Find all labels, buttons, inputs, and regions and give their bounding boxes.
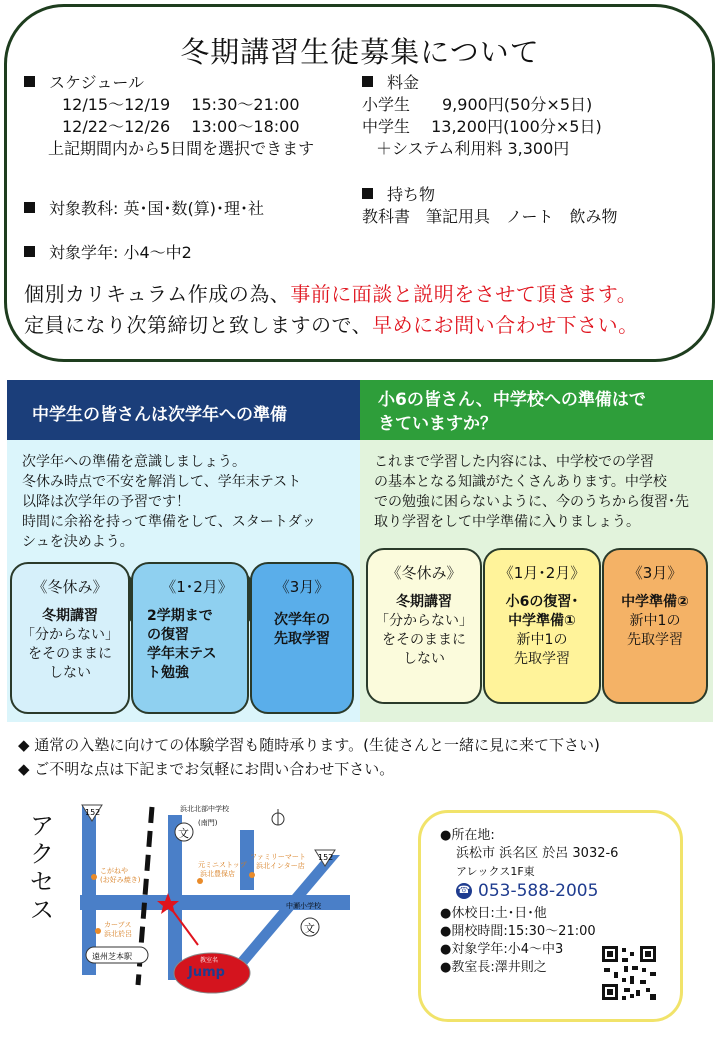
march-bubble-junior: 《3月》 次学年の 先取学習 [250,562,354,714]
phone-icon: ☎ [456,883,472,899]
message-line-1: 個別カリキュラム作成の為、事前に面談と説明をさせて頂きます。 [24,282,638,306]
svg-text:(お好み焼き): (お好み焼き) [100,876,141,884]
svg-text:ファミリーマート: ファミリーマート [250,853,306,861]
jan-feb-bubble-grade6: 《1月･2月》 小6の復習･ 中学準備① 新中1の 先取学習 [483,548,601,704]
svg-text:文: 文 [304,922,315,935]
junior-high-text: 次学年への準備を意識しましょう。 冬休み時点で不安を解消して、学年末テスト 以降は次学年の予習です！ 時間に余裕を持って準備をして、スタートダッ シュを決めよう。 [22,454,316,550]
message-line-2: 定員になり次第締切と致しますので、早めにお問い合わせ下さい。 [24,313,639,337]
fee-line-3: ＋システム利用料 3,300円 [376,139,570,158]
svg-text:152: 152 [85,808,101,817]
svg-text:浜北豊保店: 浜北豊保店 [200,870,235,878]
subjects-line: 対象教科: 英･国･数(算)･理･社 [24,198,264,220]
svg-text:こがねや: こがねや [100,867,128,875]
winter-bubble-junior: 《冬休み》 冬期講習 「分からない」 をそのままに しない [10,562,130,714]
fee-line-1: 小学生 9,900円(50分×5日) [362,95,593,114]
svg-text:元ミニストップ: 元ミニストップ [198,861,247,869]
schedule-line-1: 12/15〜12/19 15:30〜21:00 [62,95,300,114]
holiday-info: ●休校日:土･日･他 [440,906,547,921]
schedule-heading: スケジュール [24,72,144,94]
fee-heading: 料金 [362,72,419,94]
grade6-heading: 小6の皆さん、中学校への準備はで きていますか？ [360,380,713,440]
svg-text:カーブス: カーブス [104,921,132,929]
svg-text:文: 文 [178,827,189,840]
items-heading: 持ち物 [362,184,435,206]
access-map [60,795,360,1015]
grades-info: ●対象学年:小4〜中3 [440,942,564,957]
fee-line-2: 中学生 13,200円(100分×5日) [362,117,602,136]
qr-code-icon[interactable] [600,944,658,1002]
items-list: 教科書 筆記用具 ノート 飲み物 [362,207,618,226]
address-label: ●所在地: [440,828,495,843]
svg-text:Jump: Jump [188,965,225,980]
svg-text:(南門): (南門) [198,819,218,827]
svg-text:中瀬小学校: 中瀬小学校 [286,902,321,910]
note-trial: ◆ 通常の入塾に向けての体験学習も随時承ります。(生徒さんと一緒に見に来て下さい) [18,736,600,754]
winter-bubble-grade6: 《冬休み》 冬期講習 「分からない」 をそのままに しない [366,548,482,704]
march-bubble-grade6: 《3月》 中学準備② 新中1の 先取学習 [602,548,708,704]
svg-text:浜北インター店: 浜北インター店 [256,862,305,870]
manager-info: ●教室長:澤井則之 [440,960,547,975]
grade6-text: これまで学習した内容には、中学校での学習 の基本となる知識がたくさんあります。中学校 での勉強に困らないように、今のうちから復習･先 取り学習をして中学準備に入りましょう。 [374,454,689,530]
svg-text:教室名: 教室名 [200,957,219,964]
jan-feb-bubble-junior: 《1･2月》 2学期まで の復習 学年末テス ト勉強 [131,562,249,714]
address-line-2: アレックス1F東 [456,865,535,878]
svg-text:浜北於呂: 浜北於呂 [104,930,132,938]
phone-number[interactable]: 053-588-2005 [478,881,599,901]
note-contact: ◆ ご不明な点は下記までお気軽にお問い合わせ下さい。 [18,760,395,778]
junior-high-heading: 中学生の皆さんは次学年への準備 [7,380,360,440]
schedule-note: 上記期間内から5日間を選択できます [48,139,315,158]
svg-text:152: 152 [318,853,334,862]
hours-info: ●開校時間:15:30〜21:00 [440,924,596,939]
schedule-line-2: 12/22〜12/26 13:00〜18:00 [62,117,300,136]
svg-text:遠州芝本駅: 遠州芝本駅 [92,952,132,961]
access-label: アクセス [30,812,54,924]
page-title: 冬期講習生徒募集について [180,35,540,69]
address-line-1: 浜松市 浜名区 於呂 3032-6 [456,846,619,861]
grades-line: 対象学年: 小4〜中2 [24,242,192,264]
svg-text:浜北北部中学校: 浜北北部中学校 [180,805,229,813]
